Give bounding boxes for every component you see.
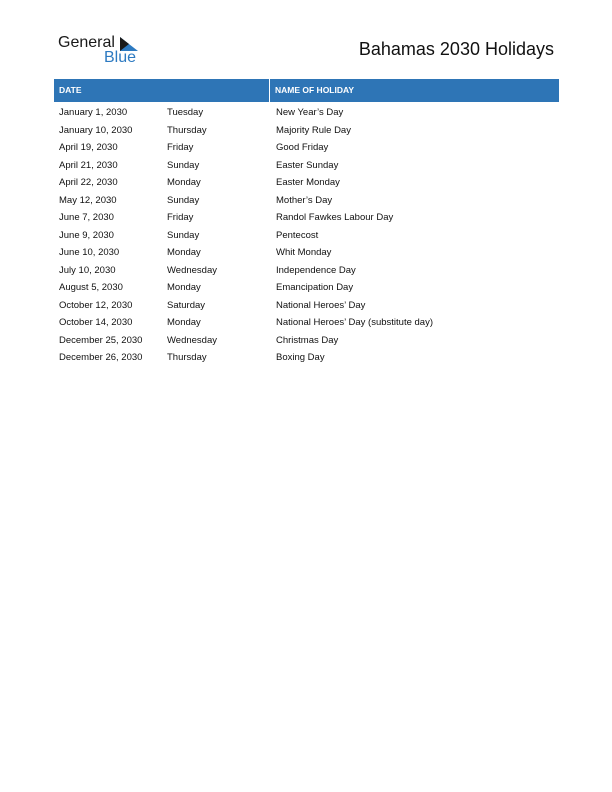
- holiday-weekday: Wednesday: [167, 334, 217, 346]
- holiday-weekday: Thursday: [167, 352, 207, 363]
- holiday-date: October 14, 2030: [59, 317, 133, 328]
- table-row: [54, 332, 559, 350]
- holiday-date: April 21, 2030: [59, 159, 118, 171]
- logo: [58, 34, 148, 68]
- table-row: [54, 297, 559, 315]
- holiday-weekday: Monday: [167, 177, 201, 188]
- holiday-name: Easter Monday: [276, 177, 340, 188]
- holiday-date: December 26, 2030: [59, 352, 143, 363]
- holiday-name: Majority Rule Day: [276, 124, 351, 136]
- holiday-name: Good Friday: [276, 142, 329, 153]
- column-header-holiday-name: NAME OF HOLIDAY: [270, 79, 559, 102]
- holiday-name: Easter Sunday: [276, 159, 339, 171]
- holiday-date: June 10, 2030: [59, 247, 120, 258]
- logo-word-general: General: [58, 34, 115, 51]
- table-row: [54, 174, 559, 192]
- holiday-name: Emancipation Day: [276, 282, 354, 293]
- page-title: Bahamas 2030 Holidays: [358, 39, 554, 59]
- table-row: [54, 227, 559, 245]
- table-row: [54, 262, 559, 280]
- holiday-date: June 7, 2030: [59, 212, 114, 223]
- holiday-date: April 22, 2030: [59, 177, 118, 188]
- holiday-date: April 19, 2030: [59, 142, 118, 153]
- holiday-weekday: Monday: [167, 247, 201, 258]
- logo-word-blue: Blue: [104, 49, 137, 66]
- holiday-name: Mother’s Day: [276, 194, 333, 206]
- holiday-weekday: Sunday: [167, 229, 200, 241]
- holiday-table: [54, 79, 559, 367]
- holiday-name: Boxing Day: [276, 352, 325, 363]
- holiday-date: May 12, 2030: [59, 194, 117, 206]
- holiday-weekday: Monday: [167, 317, 201, 328]
- table-body: [54, 102, 559, 367]
- holiday-name: Whit Monday: [276, 247, 332, 258]
- holiday-date: July 10, 2030: [59, 264, 116, 276]
- holiday-weekday: Sunday: [167, 159, 200, 171]
- holiday-weekday: Tuesday: [167, 107, 204, 118]
- holiday-name: Randol Fawkes Labour Day: [276, 212, 394, 223]
- holiday-date: June 9, 2030: [59, 229, 114, 241]
- holiday-name: Pentecost: [276, 229, 319, 241]
- holiday-weekday: Friday: [167, 142, 194, 153]
- table-row: [54, 349, 559, 367]
- table-row: [54, 104, 559, 122]
- holiday-name: National Heroes’ Day (substitute day): [276, 317, 433, 328]
- table-header: [54, 79, 559, 102]
- holiday-weekday: Thursday: [167, 124, 207, 136]
- holiday-date: August 5, 2030: [59, 282, 123, 293]
- holiday-name: New Year’s Day: [276, 107, 344, 118]
- holiday-weekday: Friday: [167, 212, 194, 223]
- table-row: [54, 122, 559, 140]
- table-row: [54, 157, 559, 175]
- holiday-date: January 1, 2030: [59, 107, 128, 118]
- holiday-date: October 12, 2030: [59, 299, 133, 311]
- holiday-date: January 10, 2030: [59, 124, 133, 136]
- holiday-name: National Heroes’ Day: [276, 299, 366, 311]
- holiday-name: Independence Day: [276, 264, 356, 276]
- table-row: [54, 244, 559, 262]
- table-row: [54, 314, 559, 332]
- holiday-weekday: Wednesday: [167, 264, 217, 276]
- table-row: [54, 139, 559, 157]
- holiday-weekday: Saturday: [167, 299, 206, 311]
- holiday-weekday: Monday: [167, 282, 201, 293]
- column-header-date: DATE: [54, 79, 270, 102]
- table-row: [54, 192, 559, 210]
- table-row: [54, 209, 559, 227]
- holiday-date: December 25, 2030: [59, 334, 143, 346]
- holiday-name: Christmas Day: [276, 334, 339, 346]
- holiday-weekday: Sunday: [167, 194, 200, 206]
- table-row: [54, 279, 559, 297]
